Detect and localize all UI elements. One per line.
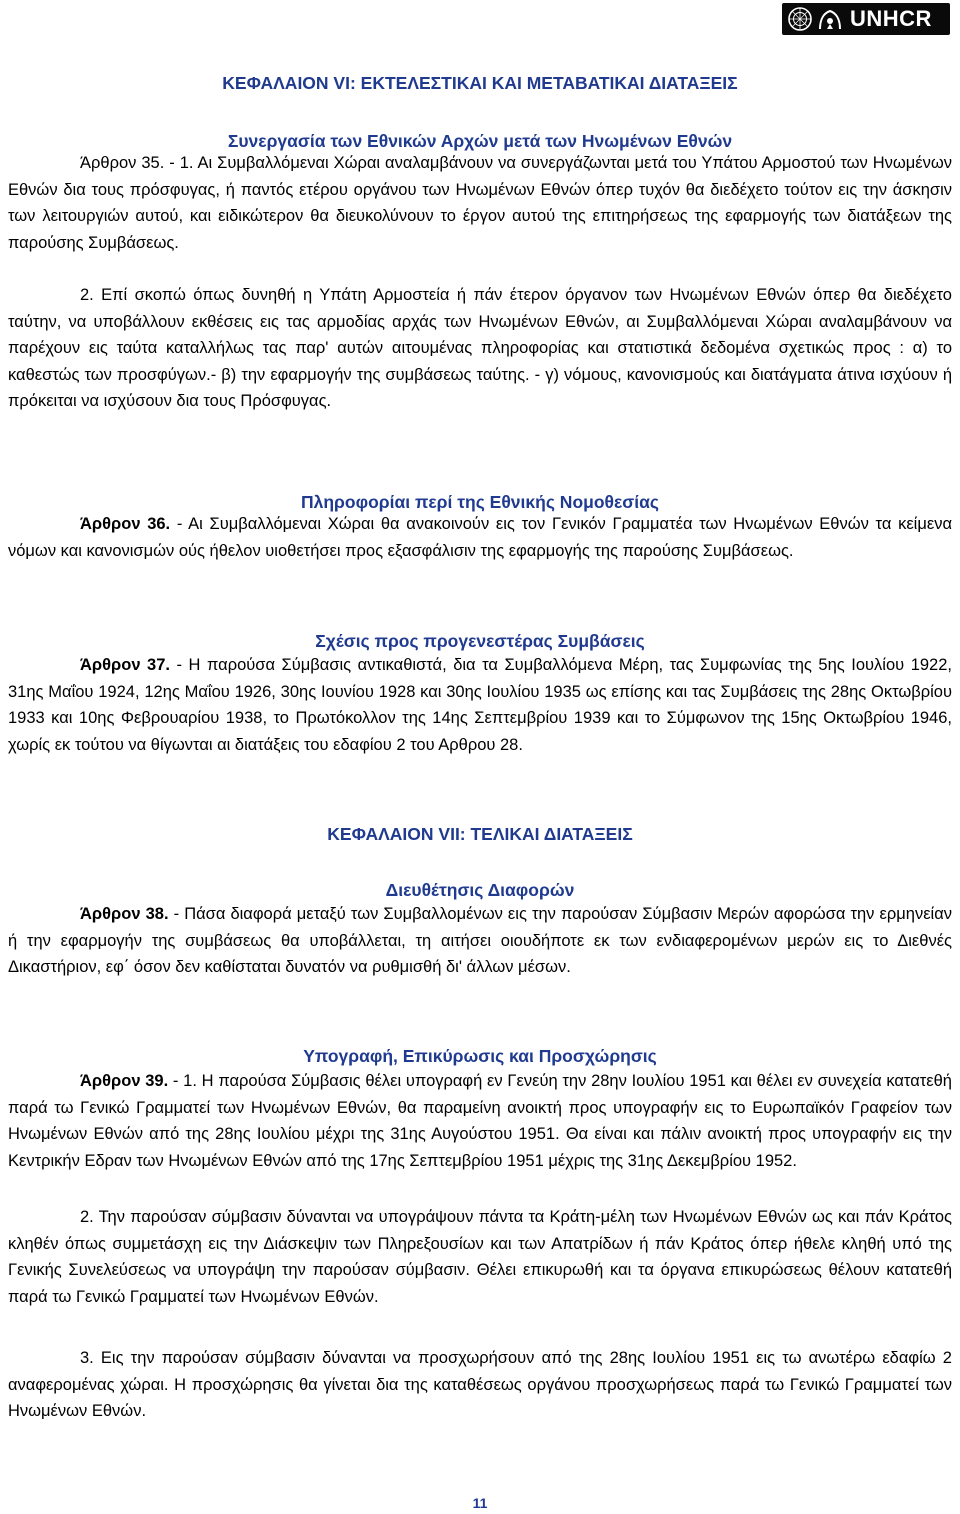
article-35-paragraph-2: 2. Επί σκοπώ όπως δυνηθή η Υπάτη Αρμοστεία ή πάν έτερον όργανον των Ηνωμένων Εθνών όπερ θα διεδέχετο ταύτην, να υποβάλλουν εκθέσεις εις τας αρμοδίας αρχάς των Ηνωμένων Εθνών, αι Συμβαλλόμεναι Χώραι αναλαμβάνουν να παρέχουν εις ταύτα καταλλήλως τας παρ' αυτών αιτουμένας πληροφορίας και στατιστικά δεδομένα σχετικώς προς : α) το καθεστώς των προσφύγων.- β) την εφαρμογήν της συμβάσεως ταύτης. - γ) νόμους, κανονισμούς και διατάγματα άτινα ισχύουν ή πρόκειται να ισχύσουν δια τους Πρόσφυγας. — [8, 286, 952, 410]
article-38-label: Άρθρον 38. — [80, 905, 169, 923]
signature-title: Υπογραφή, Επικύρωσις και Προσχώρησις — [303, 1046, 657, 1066]
article-36-label: Άρθρον 36. — [80, 515, 171, 533]
unhcr-logo — [782, 3, 950, 35]
article-35-paragraph-1: Άρθρον 35. - 1. Αι Συμβαλλόμεναι Χώραι αναλαμβάνουν να συνεργάζωνται μετά του Υπάτου Αρμοστού των Ηνωμένων Εθνών δια τους πρόσφυγας, ή παντός ετέρου οργάνου των Ηνωμένων Εθνών όπερ τυχόν θα διεδέχετο τούτον εις την άσκησιν των λειτουργιών αυτού, και ειδικώτερον θα διευκολύνουν το έργον αυτού της επιτηρήσεως της εφαρμογής των διατάξεων της παρούσης Συμβάσεως. — [8, 154, 952, 252]
article-38-paragraph: Άρθρον 38. - Πάσα διαφορά μεταξύ των Συμβαλλομένων εις την παρούσαν Σύμβασιν Μερών αφορώσα την ερμηνείαν ή την εφαρμογήν της συμβάσεως θα υποβάλλεται, τη αιτήσει οιουδήποτε εκ των ενδιαφερομένων μερών εις το Διεθνές Δικαστήριον, εφ΄ όσον δεν καθίσταται δυνατόν να ρυθμισθή δι' άλλων μέσων. — [8, 905, 952, 976]
article-39-paragraph-3: 3. Εις την παρούσαν σύμβασιν δύνανται να προσχωρήσουν από της 28ης Ιουλίου 1951 εις τω ανωτέρω εδαφίω 2 αναφερομένας χώραι. Η προσχώρησις θα γίνεται δια της καταθέσεως οργάνου προσχωρήσεως παρά τω Γενικώ Γραμματεί των Ηνωμένων Εθνών. — [8, 1349, 952, 1420]
article-39-paragraph-1: Άρθρον 39. - 1. Η παρούσα Σύμβασις θέλει υπογραφή εν Γενεύη την 28ην Ιουλίου 1951 και θέλει εν συνεχεία κατατεθή παρά τω Γενικώ Γραμματεί των Ηνωμένων Εθνών, θα παραμείνη ανοικτή προς υπογραφήν εις το Ευρωπαϊκόν Γραφείον των Ηνωμένων Εθνών από της 28ης Ιουλίου μέχρι της 31ης Αυγούστου 1951. Θα είναι και πάλιν ανοικτή προς υπογραφήν εις την Κεντρικήν Εδραν των Ηνωμένων Εθνών από της 17ης Σεπτεμβρίου 1951 μέχρις της 31ης Δεκεμβρίου 1952. — [8, 1072, 952, 1170]
cooperation-title: Συνεργασία των Εθνικών Αρχών μετά των Ηνωμένων Εθνών — [227, 131, 733, 151]
article-36-paragraph: Άρθρον 36. - Αι Συμβαλλόμεναι Χώραι θα ανακοινούν εις τον Γενικόν Γραμματέα των Ηνωμένων Εθνών τα κείμενα νόμων και κανονισμών ούς ήθελον υιοθετήσει προς εξασφάλισιν της εφαρμογής της παρούσης Συμβάσεως. — [8, 515, 952, 560]
chapter-6-title: ΚΕΦΑΛΑΙΟΝ VI: ΕΚΤΕΛΕΣΤΙΚΑΙ ΚΑΙ ΜΕΤΑΒΑΤΙΚΑΙ ΔΙΑΤΑΞΕΙΣ — [222, 73, 738, 93]
article-39-paragraph-2: 2. Την παρούσαν σύμβασιν δύνανται να υπογράψουν πάντα τα Κράτη-μέλη των Ηνωμένων Εθνών ως και πάν Κράτος κληθέν όπως συμμετάσχη εις την Διάσκεψιν των Πληρεξουσίων και των Απατρίδων ή πάν Κράτος όπερ ήθελε κληθή υπό της Γενικής Συνελεύσεως να υπογράψη την παρούσαν σύμβασιν. Θέλει επικυρωθή και τα όργανα επικυρώσεως θέλουν κατατεθή παρά τω Γενικώ Γραμματεί των Ηνωμένων Εθνών. — [8, 1208, 952, 1306]
relation-title: Σχέσις προς προγενεστέρας Συμβάσεις — [315, 631, 645, 651]
un-emblem-icon — [786, 5, 814, 33]
dispute-title: Διευθέτησις Διαφορών — [385, 880, 575, 900]
article-39-label: Άρθρον 39. — [80, 1072, 169, 1090]
article-35-label: Άρθρον 35. — [80, 154, 165, 172]
sheltering-hands-icon — [816, 5, 844, 33]
logo-text: UNHCR — [850, 6, 932, 31]
page-number: 11 — [472, 1495, 488, 1511]
article-37-paragraph: Άρθρον 37. - Η παρούσα Σύμβασις αντικαθιστά, δια τα Συμβαλλόμενα Μέρη, τας Συμφωνίας της 5ης Ιουλίου 1922, 31ης Μαΐου 1924, 12ης Μαΐου 1926, 30ης Ιουνίου 1928 και 30ης Ιουλίου 1935 ως επίσης και τας Συμβάσεις της 28ης Οκτωβρίου 1933 και 10ης Φεβρουαρίου 1938, το Πρωτόκολλον της 14ης Σεπτεμβρίου 1939 και το Σύμφωνον της 15ης Οκτωβρίου 1946, χωρίς εκ τούτου να θίγωνται αι διατάξεις του εδαφίου 2 του Αρθρου 28. — [8, 656, 952, 754]
article-37-label: Άρθρον 37. — [80, 656, 170, 674]
information-title: Πληροφορίαι περί της Εθνικής Νομοθεσίας — [301, 492, 659, 512]
chapter-7-title: ΚΕΦΑΛΑΙΟΝ VII: ΤΕΛΙΚΑΙ ΔΙΑΤΑΞΕΙΣ — [327, 824, 633, 844]
